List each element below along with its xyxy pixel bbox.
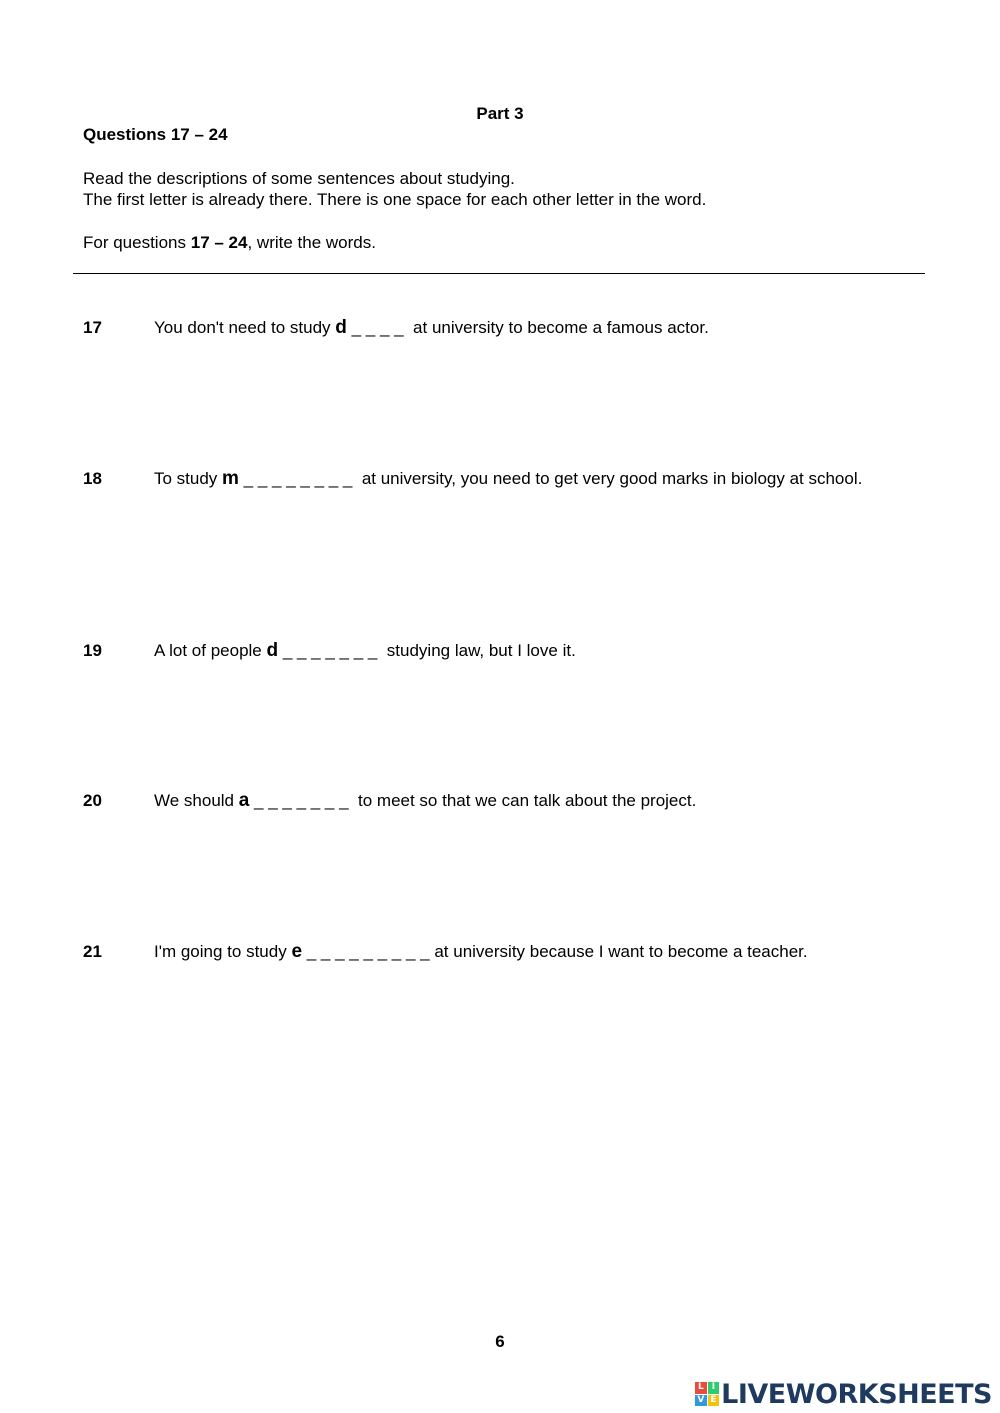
answer-blanks[interactable]: _ _ _ _ [346, 318, 414, 337]
question-text-after: at university to become a famous actor. [413, 318, 709, 337]
first-letter: m [222, 468, 239, 489]
instruction-line-1: Read the descriptions of some sentences about studying. [83, 169, 515, 188]
answer-blanks[interactable]: _ _ _ _ _ _ _ [278, 641, 387, 660]
question-text-before: You don't need to study [154, 318, 336, 337]
question-number: 18 [83, 469, 102, 488]
first-letter: e [291, 941, 303, 962]
question-number: 17 [83, 318, 102, 337]
question-text-after: studying law, but I love it. [386, 641, 576, 660]
question-text-before: To study [154, 469, 223, 488]
first-letter: a [238, 790, 250, 811]
question-text [154, 640, 874, 662]
instruction-line-2: The first letter is already there. There is one space for each other letter in the word. [83, 190, 707, 209]
questions-heading: Questions 17 – 24 [83, 125, 228, 144]
logo-icon-tile: L [695, 1382, 707, 1394]
question-text [154, 941, 874, 963]
question-text [154, 317, 874, 339]
first-letter: d [266, 640, 279, 661]
question-text-after: to meet so that we can talk about the project. [358, 791, 697, 810]
answer-blanks[interactable]: _ _ _ _ _ _ _ _ [238, 469, 362, 488]
question-text-before: I'm going to study [154, 942, 292, 961]
question-text [154, 790, 874, 812]
logo-icon-tile: I [708, 1382, 720, 1394]
liveworksheets-brand-text: LIVEWORKSHEETS [721, 1378, 992, 1410]
logo-icon-tile: V [695, 1395, 707, 1407]
question-text [154, 468, 874, 490]
liveworksheets-logo-icon [695, 1382, 719, 1406]
question-number: 20 [83, 791, 102, 810]
logo-icon-tile: E [708, 1395, 720, 1407]
instruction-line-3-suffix: , write the words. [247, 233, 376, 252]
divider-line [73, 273, 925, 274]
question-text-after: at university because I want to become a teacher. [434, 942, 808, 961]
instruction-line-3-range: 17 – 24 [190, 233, 248, 252]
question-number: 21 [83, 942, 102, 961]
instruction-line-3-prefix: For questions [83, 233, 191, 252]
page-number: 6 [495, 1332, 505, 1351]
instruction-line-3 [83, 232, 376, 253]
question-text-before: A lot of people [154, 641, 267, 660]
part-title: Part 3 [476, 104, 524, 123]
question-text-after: at university, you need to get very good marks in biology at school. [361, 469, 863, 488]
answer-blanks[interactable]: _ _ _ _ _ _ _ [249, 791, 359, 810]
liveworksheets-logo[interactable] [695, 1378, 992, 1410]
answer-blanks[interactable]: _ _ _ _ _ _ _ _ _ [302, 942, 435, 961]
first-letter: d [335, 317, 347, 338]
question-text-before: We should [154, 791, 239, 810]
question-number: 19 [83, 641, 102, 660]
